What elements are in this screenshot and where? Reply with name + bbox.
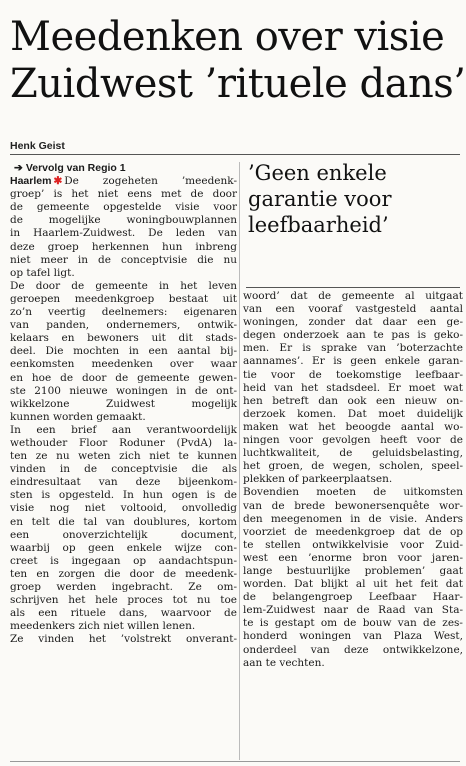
right-line: tie voor de toekomstige leefbaar- bbox=[243, 368, 463, 381]
left-line: als een rituele dans, waarvoor de bbox=[10, 607, 237, 620]
right-line: aannames’. Er is geen enkele garan- bbox=[243, 355, 463, 368]
right-arrow-icon: ➔ bbox=[14, 162, 23, 174]
left-line: een onoverzichtelijk document, bbox=[10, 528, 237, 541]
right-line: te is gestapt om de bouw van de zes- bbox=[243, 617, 463, 630]
right-line: woningen, zonder dat daar een ge- bbox=[243, 316, 463, 329]
right-line: degen onderzoek aan te pas is geko- bbox=[243, 329, 463, 342]
right-line: het groen, de wegen, scholen, speel- bbox=[243, 460, 463, 473]
right-line: van een vooraf vastgesteld aantal bbox=[243, 303, 463, 316]
left-line: vinden in de conceptvisie die als bbox=[10, 463, 237, 476]
left-line: eindresultaat van deze bijeenkom- bbox=[10, 476, 237, 489]
left-column bbox=[10, 162, 237, 646]
left-line: De door de gemeente in het leven bbox=[10, 279, 237, 292]
right-line: Bovendien moeten de uitkomsten bbox=[243, 486, 463, 499]
right-line: onderdeel van deze ontwikkelzone, bbox=[243, 643, 463, 656]
right-line: luchtkwaliteit, de geluidsbelasting, bbox=[243, 447, 463, 460]
right-line: van de brede bewonersenquête wor- bbox=[243, 499, 463, 512]
left-line: groep’ is het niet eens met de door bbox=[10, 188, 237, 201]
left-line: waarbij op geen enkele wijze con- bbox=[10, 541, 237, 554]
left-line: wikkelzone Zuidwest mogelijk bbox=[10, 397, 237, 410]
dateline: Haarlem bbox=[10, 175, 52, 188]
bottom-rule bbox=[10, 761, 460, 762]
pullquote-rule bbox=[246, 287, 460, 288]
left-line: de gemeente opgestelde visie voor bbox=[10, 201, 237, 214]
right-line: plekken of parkeerplaatsen. bbox=[243, 473, 393, 486]
left-line: in Haarlem-Zuidwest. De leden van bbox=[10, 227, 237, 240]
right-line: voorziet de meedenkgroep dat de op bbox=[243, 525, 463, 538]
right-line: de belangengroep Leefbaar Haar- bbox=[243, 591, 463, 604]
left-line: eenkomsten meedenken over waar bbox=[10, 358, 237, 371]
left-line: de mogelijke woningbouwplannen bbox=[10, 214, 237, 227]
headline-line-2: Zuidwest ’rituele dans’ bbox=[10, 61, 466, 107]
left-column-text bbox=[10, 175, 237, 646]
right-column bbox=[243, 290, 463, 670]
left-line: op tafel ligt. bbox=[10, 266, 75, 279]
headline bbox=[10, 14, 466, 108]
right-line: hen betreft dan ook een nieuw on- bbox=[243, 394, 463, 407]
right-line: maken wat het beoogde aantal wo- bbox=[243, 420, 463, 433]
right-line: men. Er is sprake van ’boterzachte bbox=[243, 342, 463, 355]
right-line: west een ’enorme bron voor jaren- bbox=[243, 551, 463, 564]
left-line: schrijven het hele proces tot nu toe bbox=[10, 594, 237, 607]
left-line: zo’n veertig deelnemers: eigenaren bbox=[10, 306, 237, 319]
left-line: Ze vinden het ’volstrekt onverant- bbox=[10, 633, 237, 646]
right-line: honderd woningen van Plaza West, bbox=[243, 630, 463, 643]
continuation-line bbox=[14, 162, 237, 175]
pullquote-line-2: garantie voor bbox=[248, 187, 392, 211]
left-line: In een brief aan verantwoordelijk bbox=[10, 423, 237, 436]
right-line: aan te vechten. bbox=[243, 656, 325, 669]
right-line: den meegenomen in de visie. Anders bbox=[243, 512, 463, 525]
left-line: geroepen meedenkgroep bestaat uit bbox=[10, 292, 237, 305]
pullquote bbox=[248, 160, 462, 238]
author-byline: Henk Geist bbox=[10, 140, 65, 152]
pullquote-line-1: ’Geen enkele bbox=[248, 161, 387, 185]
right-line: te stellen ontwikkelvisie voor Zuid- bbox=[243, 538, 463, 551]
left-line: kelaars en bewoners uit dit stads- bbox=[10, 332, 237, 345]
right-line: ningen voor gevolgen heeft voor de bbox=[243, 434, 463, 447]
pullquote-line-3: leefbaarheid’ bbox=[248, 213, 389, 237]
right-line: derzoek komen. Dat moet duidelijk bbox=[243, 407, 463, 420]
left-line: ten ze nu weten zich niet te kunnen bbox=[10, 450, 237, 463]
left-line: en hoe de door de gemeente gewen- bbox=[10, 371, 237, 384]
right-column-text bbox=[243, 290, 463, 670]
right-line: worden. Dat blijkt al uit het feit dat bbox=[243, 578, 463, 591]
left-line: niet meer in de conceptvisie die nu bbox=[10, 253, 237, 266]
right-line: woord’ dat de gemeente al uitgaat bbox=[243, 290, 463, 302]
left-line: deze groep herkennen hun inbreng bbox=[10, 240, 237, 253]
left-line: sten is opgesteld. In hun ogen is de bbox=[10, 489, 237, 502]
column-divider bbox=[239, 162, 240, 760]
star-icon: ✱ bbox=[53, 175, 63, 188]
headline-line-1: Meedenken over visie bbox=[10, 14, 445, 60]
left-line: van panden, ondernemers, ontwik- bbox=[10, 319, 237, 332]
left-line: deel. Die mochten in een aantal bij- bbox=[10, 345, 237, 358]
left-line: ste 2100 nieuwe woningen in de ont- bbox=[10, 384, 237, 397]
left-line: visie nog niet voltooid, onvolledig bbox=[10, 502, 237, 515]
right-line: heid van het stadsdeel. Er moet wat bbox=[243, 381, 463, 394]
left-line: meedenkers zich niet willen lenen. bbox=[10, 620, 196, 633]
continuation-label: Vervolg van Regio 1 bbox=[25, 162, 126, 174]
right-line: lem-Zuidwest naar de Raad van Sta- bbox=[243, 604, 463, 617]
left-line: en telt die tal van doublures, kortom bbox=[10, 515, 237, 528]
byline-rule bbox=[10, 154, 460, 155]
left-line: groep werden ingebracht. Ze om- bbox=[10, 581, 237, 593]
left-line: wethouder Floor Roduner (PvdA) la- bbox=[10, 436, 237, 449]
lead-text: De zogeheten ’meedenk- bbox=[64, 175, 237, 188]
left-line: creet is ingegaan op aandachtspun- bbox=[10, 554, 237, 567]
left-line: ten en zorgen die door de meedenk- bbox=[10, 567, 237, 580]
right-line: lange bestuurlijke problemen’ gaat bbox=[243, 564, 463, 577]
left-line bbox=[10, 175, 237, 188]
left-line: kunnen worden gemaakt. bbox=[10, 410, 146, 423]
